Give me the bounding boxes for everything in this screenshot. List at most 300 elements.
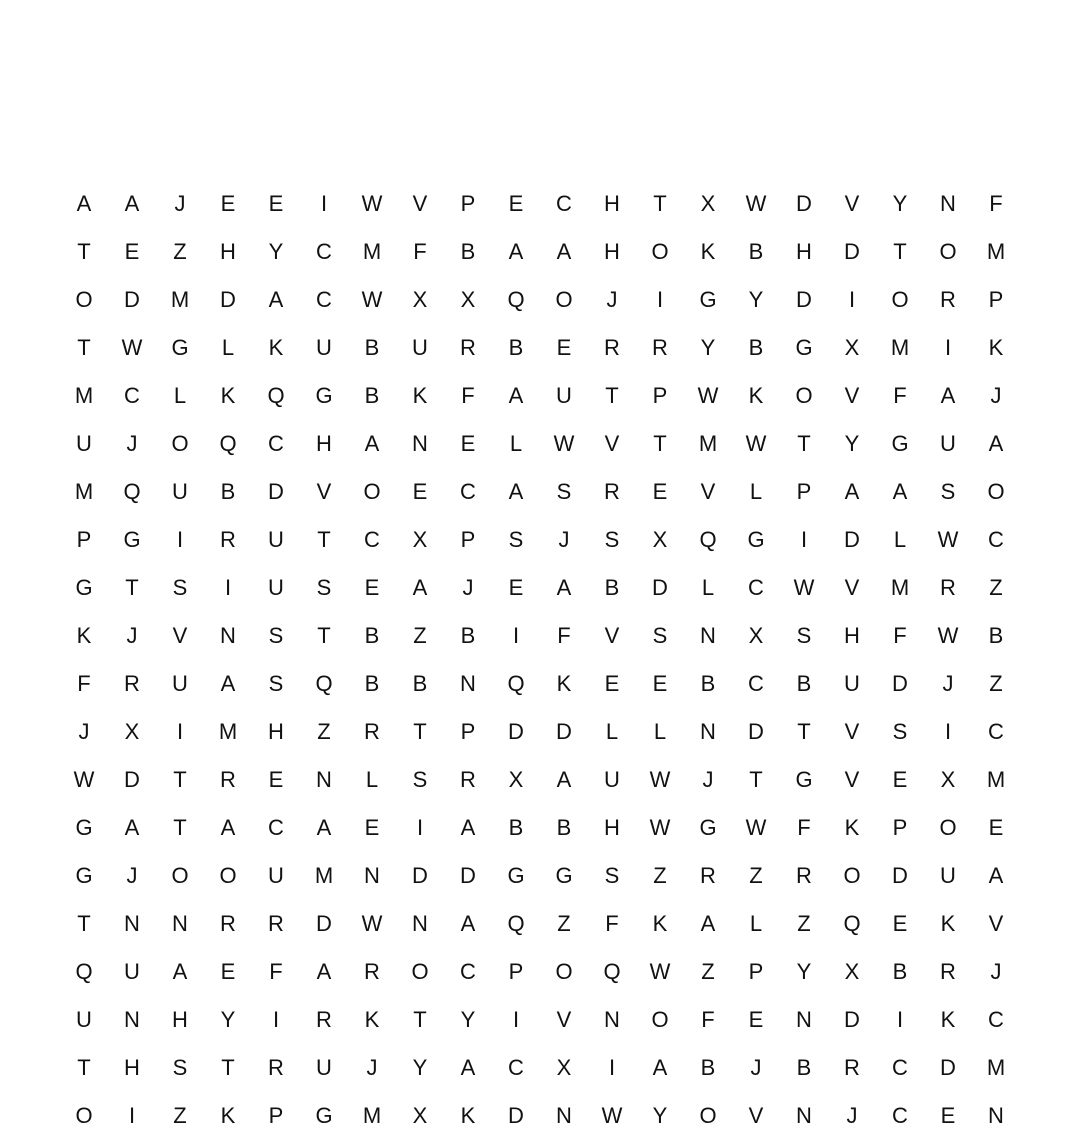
letter-cell[interactable]: O — [939, 815, 957, 840]
letter-cell[interactable]: N — [796, 1007, 812, 1032]
letter-cell[interactable]: G — [75, 815, 93, 840]
letter-cell[interactable]: D — [124, 287, 140, 312]
letter-cell[interactable]: O — [363, 479, 381, 504]
letter-cell[interactable]: I — [896, 1007, 904, 1032]
letter-cell[interactable]: A — [940, 383, 956, 408]
letter-cell[interactable]: N — [556, 1103, 572, 1128]
letter-cell[interactable]: F — [269, 959, 283, 984]
letter-cell[interactable]: P — [796, 479, 812, 504]
letter-cell[interactable]: I — [416, 815, 424, 840]
letter-cell[interactable]: Z — [989, 671, 1003, 696]
letter-cell[interactable]: U — [412, 335, 428, 360]
letter-cell[interactable]: K — [988, 335, 1004, 360]
letter-cell[interactable]: B — [460, 239, 476, 264]
letter-cell[interactable]: M — [362, 1103, 382, 1128]
letter-cell[interactable]: E — [508, 575, 524, 600]
letter-cell[interactable]: L — [605, 719, 619, 744]
letter-cell[interactable]: Y — [412, 1055, 428, 1080]
letter-cell[interactable]: U — [268, 863, 284, 888]
letter-cell[interactable]: W — [361, 911, 383, 936]
letter-cell[interactable]: M — [170, 287, 190, 312]
letter-cell[interactable]: E — [892, 767, 908, 792]
letter-cell[interactable]: T — [77, 1055, 91, 1080]
letter-cell[interactable]: B — [796, 671, 812, 696]
letter-cell[interactable]: Q — [315, 671, 333, 696]
letter-cell[interactable]: S — [508, 527, 524, 552]
letter-cell[interactable]: F — [77, 671, 91, 696]
letter-cell[interactable]: C — [748, 575, 764, 600]
letter-cell[interactable]: A — [364, 431, 380, 456]
letter-cell[interactable]: O — [555, 959, 573, 984]
letter-cell[interactable]: B — [604, 575, 620, 600]
letter-cell[interactable]: P — [460, 719, 476, 744]
letter-cell[interactable]: M — [698, 431, 718, 456]
letter-cell[interactable]: T — [749, 767, 763, 792]
letter-cell[interactable]: K — [460, 1103, 476, 1128]
letter-cell[interactable]: O — [987, 479, 1005, 504]
letter-cell[interactable]: T — [653, 431, 667, 456]
letter-cell[interactable]: Q — [507, 287, 525, 312]
letter-cell[interactable]: U — [940, 431, 956, 456]
letter-cell[interactable]: X — [556, 1055, 572, 1080]
letter-cell[interactable]: J — [462, 575, 474, 600]
letter-cell[interactable]: Q — [603, 959, 621, 984]
letter-cell[interactable]: M — [986, 767, 1006, 792]
letter-cell[interactable]: A — [700, 911, 716, 936]
letter-cell[interactable]: R — [268, 1055, 284, 1080]
letter-cell[interactable]: F — [797, 815, 811, 840]
letter-cell[interactable]: R — [364, 719, 380, 744]
letter-cell[interactable]: H — [604, 191, 620, 216]
letter-cell[interactable]: H — [316, 431, 332, 456]
letter-cell[interactable]: Z — [413, 623, 427, 648]
letter-cell[interactable]: S — [604, 863, 620, 888]
letter-cell[interactable]: B — [364, 671, 380, 696]
letter-cell[interactable]: D — [844, 527, 860, 552]
letter-cell[interactable]: T — [413, 1007, 427, 1032]
letter-cell[interactable]: E — [268, 191, 284, 216]
letter-cell[interactable]: W — [937, 623, 959, 648]
letter-cell[interactable]: M — [986, 239, 1006, 264]
letter-cell[interactable]: L — [221, 335, 235, 360]
letter-cell[interactable]: C — [124, 383, 140, 408]
letter-cell[interactable]: C — [460, 959, 476, 984]
letter-cell[interactable]: D — [940, 1055, 956, 1080]
letter-cell[interactable]: W — [361, 287, 383, 312]
letter-cell[interactable]: I — [944, 335, 952, 360]
letter-cell[interactable]: G — [699, 287, 717, 312]
letter-cell[interactable]: A — [988, 863, 1004, 888]
letter-cell[interactable]: O — [219, 863, 237, 888]
letter-cell[interactable]: H — [268, 719, 284, 744]
letter-cell[interactable]: D — [412, 863, 428, 888]
letter-cell[interactable]: R — [364, 959, 380, 984]
letter-cell[interactable]: M — [314, 863, 334, 888]
letter-cell[interactable]: I — [944, 719, 952, 744]
letter-cell[interactable]: I — [272, 1007, 280, 1032]
letter-cell[interactable]: E — [364, 575, 380, 600]
letter-cell[interactable]: L — [749, 911, 763, 936]
letter-cell[interactable]: O — [75, 287, 93, 312]
letter-cell[interactable]: I — [608, 1055, 616, 1080]
letter-cell[interactable]: D — [268, 479, 284, 504]
letter-cell[interactable]: M — [890, 575, 910, 600]
letter-cell[interactable]: O — [651, 239, 669, 264]
letter-cell[interactable]: G — [123, 527, 141, 552]
letter-cell[interactable]: F — [605, 911, 619, 936]
letter-cell[interactable]: B — [700, 671, 716, 696]
letter-cell[interactable]: Y — [748, 287, 764, 312]
letter-cell[interactable]: V — [316, 479, 332, 504]
letter-cell[interactable]: A — [892, 479, 908, 504]
letter-cell[interactable]: X — [652, 527, 668, 552]
letter-cell[interactable]: A — [316, 959, 332, 984]
letter-cell[interactable]: W — [649, 767, 671, 792]
letter-cell[interactable]: U — [556, 383, 572, 408]
letter-cell[interactable]: A — [124, 815, 140, 840]
letter-cell[interactable]: Q — [843, 911, 861, 936]
letter-cell[interactable]: S — [652, 623, 668, 648]
letter-cell[interactable]: B — [508, 815, 524, 840]
letter-cell[interactable]: D — [844, 1007, 860, 1032]
letter-cell[interactable]: R — [940, 575, 956, 600]
letter-cell[interactable]: M — [362, 239, 382, 264]
letter-cell[interactable]: A — [508, 383, 524, 408]
letter-cell[interactable]: D — [892, 863, 908, 888]
letter-cell[interactable]: F — [557, 623, 571, 648]
letter-cell[interactable]: P — [748, 959, 764, 984]
letter-cell[interactable]: O — [75, 1103, 93, 1128]
letter-cell[interactable]: A — [124, 191, 140, 216]
letter-cell[interactable]: N — [988, 1103, 1004, 1128]
letter-cell[interactable]: N — [604, 1007, 620, 1032]
letter-cell[interactable]: P — [76, 527, 92, 552]
letter-cell[interactable]: K — [412, 383, 428, 408]
letter-cell[interactable]: W — [649, 959, 671, 984]
letter-cell[interactable]: V — [556, 1007, 572, 1032]
letter-cell[interactable]: Z — [989, 575, 1003, 600]
letter-cell[interactable]: P — [988, 287, 1004, 312]
letter-cell[interactable]: M — [986, 1055, 1006, 1080]
letter-cell[interactable]: W — [793, 575, 815, 600]
letter-cell[interactable]: D — [508, 1103, 524, 1128]
letter-cell[interactable]: F — [701, 1007, 715, 1032]
letter-cell[interactable]: T — [173, 767, 187, 792]
letter-cell[interactable]: D — [652, 575, 668, 600]
letter-cell[interactable]: R — [796, 863, 812, 888]
letter-cell[interactable]: I — [512, 1007, 520, 1032]
letter-cell[interactable]: A — [76, 191, 92, 216]
letter-cell[interactable]: U — [172, 479, 188, 504]
letter-cell[interactable]: V — [988, 911, 1004, 936]
letter-cell[interactable]: K — [748, 383, 764, 408]
letter-cell[interactable]: R — [700, 863, 716, 888]
letter-cell[interactable]: J — [702, 767, 714, 792]
letter-cell[interactable]: K — [556, 671, 572, 696]
letter-cell[interactable]: E — [988, 815, 1004, 840]
letter-cell[interactable]: C — [268, 431, 284, 456]
letter-cell[interactable]: W — [649, 815, 671, 840]
letter-cell[interactable]: F — [989, 191, 1003, 216]
letter-cell[interactable]: B — [892, 959, 908, 984]
letter-cell[interactable]: B — [508, 335, 524, 360]
letter-cell[interactable]: E — [556, 335, 572, 360]
letter-cell[interactable]: X — [748, 623, 764, 648]
letter-cell[interactable]: C — [268, 815, 284, 840]
letter-cell[interactable]: W — [553, 431, 575, 456]
letter-cell[interactable]: H — [124, 1055, 140, 1080]
letter-cell[interactable]: K — [220, 1103, 236, 1128]
letter-cell[interactable]: X — [844, 959, 860, 984]
letter-cell[interactable]: G — [699, 815, 717, 840]
letter-cell[interactable]: V — [412, 191, 428, 216]
letter-cell[interactable]: K — [268, 335, 284, 360]
letter-cell[interactable]: Y — [268, 239, 284, 264]
letter-cell[interactable]: A — [508, 479, 524, 504]
letter-cell[interactable]: Z — [557, 911, 571, 936]
letter-cell[interactable]: X — [940, 767, 956, 792]
letter-cell[interactable]: T — [77, 911, 91, 936]
letter-cell[interactable]: Y — [796, 959, 812, 984]
letter-cell[interactable]: Z — [173, 1103, 187, 1128]
letter-cell[interactable]: S — [604, 527, 620, 552]
letter-cell[interactable]: J — [990, 959, 1002, 984]
letter-cell[interactable]: P — [460, 527, 476, 552]
letter-cell[interactable]: C — [748, 671, 764, 696]
letter-cell[interactable]: A — [172, 959, 188, 984]
letter-cell[interactable]: G — [795, 767, 813, 792]
letter-cell[interactable]: O — [699, 1103, 717, 1128]
letter-cell[interactable]: V — [604, 431, 620, 456]
letter-cell[interactable]: A — [316, 815, 332, 840]
letter-cell[interactable]: J — [846, 1103, 858, 1128]
letter-cell[interactable]: J — [366, 1055, 378, 1080]
letter-cell[interactable]: E — [220, 191, 236, 216]
letter-cell[interactable]: E — [604, 671, 620, 696]
letter-cell[interactable]: C — [364, 527, 380, 552]
letter-cell[interactable]: D — [796, 191, 812, 216]
letter-cell[interactable]: Q — [507, 671, 525, 696]
letter-cell[interactable]: N — [220, 623, 236, 648]
letter-cell[interactable]: W — [937, 527, 959, 552]
letter-cell[interactable]: C — [988, 719, 1004, 744]
letter-cell[interactable]: S — [172, 575, 188, 600]
letter-cell[interactable]: X — [700, 191, 716, 216]
letter-cell[interactable]: U — [124, 959, 140, 984]
letter-cell[interactable]: C — [556, 191, 572, 216]
letter-cell[interactable]: R — [268, 911, 284, 936]
letter-cell[interactable]: B — [748, 335, 764, 360]
letter-cell[interactable]: V — [172, 623, 188, 648]
letter-cell[interactable]: F — [893, 623, 907, 648]
letter-cell[interactable]: E — [892, 911, 908, 936]
letter-cell[interactable]: N — [124, 1007, 140, 1032]
letter-cell[interactable]: H — [220, 239, 236, 264]
letter-cell[interactable]: J — [990, 383, 1002, 408]
letter-cell[interactable]: H — [172, 1007, 188, 1032]
letter-cell[interactable]: O — [171, 431, 189, 456]
letter-cell[interactable]: X — [460, 287, 476, 312]
letter-cell[interactable]: R — [220, 911, 236, 936]
letter-cell[interactable]: W — [745, 431, 767, 456]
letter-cell[interactable]: Z — [749, 863, 763, 888]
letter-cell[interactable]: N — [700, 719, 716, 744]
letter-cell[interactable]: U — [172, 671, 188, 696]
letter-cell[interactable]: Q — [699, 527, 717, 552]
letter-cell[interactable]: I — [176, 719, 184, 744]
letter-cell[interactable]: R — [316, 1007, 332, 1032]
letter-cell[interactable]: A — [508, 239, 524, 264]
letter-cell[interactable]: V — [844, 719, 860, 744]
letter-cell[interactable]: B — [796, 1055, 812, 1080]
letter-cell[interactable]: V — [844, 191, 860, 216]
letter-cell[interactable]: G — [555, 863, 573, 888]
letter-cell[interactable]: G — [891, 431, 909, 456]
letter-cell[interactable]: S — [268, 671, 284, 696]
letter-cell[interactable]: B — [220, 479, 236, 504]
letter-cell[interactable]: C — [988, 527, 1004, 552]
letter-cell[interactable]: G — [795, 335, 813, 360]
letter-cell[interactable]: T — [653, 191, 667, 216]
letter-cell[interactable]: N — [172, 911, 188, 936]
letter-cell[interactable]: B — [412, 671, 428, 696]
letter-cell[interactable]: O — [891, 287, 909, 312]
letter-cell[interactable]: Q — [267, 383, 285, 408]
letter-cell[interactable]: A — [556, 239, 572, 264]
letter-cell[interactable]: I — [656, 287, 664, 312]
letter-cell[interactable]: Q — [123, 479, 141, 504]
letter-cell[interactable]: P — [460, 191, 476, 216]
letter-cell[interactable]: B — [364, 623, 380, 648]
letter-cell[interactable]: Z — [797, 911, 811, 936]
letter-cell[interactable]: F — [461, 383, 475, 408]
letter-cell[interactable]: J — [942, 671, 954, 696]
letter-cell[interactable]: S — [940, 479, 956, 504]
letter-cell[interactable]: J — [606, 287, 618, 312]
letter-cell[interactable]: T — [77, 239, 91, 264]
letter-cell[interactable]: I — [320, 191, 328, 216]
letter-cell[interactable]: E — [508, 191, 524, 216]
letter-cell[interactable]: E — [268, 767, 284, 792]
letter-cell[interactable]: D — [796, 287, 812, 312]
letter-cell[interactable]: P — [652, 383, 668, 408]
letter-cell[interactable]: N — [700, 623, 716, 648]
letter-cell[interactable]: U — [316, 335, 332, 360]
letter-cell[interactable]: D — [316, 911, 332, 936]
letter-cell[interactable]: R — [604, 479, 620, 504]
letter-cell[interactable]: T — [77, 335, 91, 360]
letter-cell[interactable]: R — [940, 287, 956, 312]
letter-cell[interactable]: U — [844, 671, 860, 696]
letter-cell[interactable]: P — [508, 959, 524, 984]
letter-cell[interactable]: K — [364, 1007, 380, 1032]
letter-cell[interactable]: N — [940, 191, 956, 216]
letter-cell[interactable]: A — [844, 479, 860, 504]
letter-cell[interactable]: G — [75, 575, 93, 600]
letter-cell[interactable]: N — [412, 911, 428, 936]
letter-cell[interactable]: T — [797, 431, 811, 456]
letter-cell[interactable]: A — [556, 575, 572, 600]
letter-cell[interactable]: W — [601, 1103, 623, 1128]
letter-cell[interactable]: S — [556, 479, 572, 504]
letter-cell[interactable]: U — [316, 1055, 332, 1080]
letter-cell[interactable]: W — [697, 383, 719, 408]
letter-cell[interactable]: A — [220, 671, 236, 696]
letter-cell[interactable]: X — [508, 767, 524, 792]
letter-cell[interactable]: J — [750, 1055, 762, 1080]
letter-cell[interactable]: G — [75, 863, 93, 888]
letter-cell[interactable]: I — [128, 1103, 136, 1128]
letter-cell[interactable]: T — [797, 719, 811, 744]
letter-cell[interactable]: N — [412, 431, 428, 456]
letter-cell[interactable]: C — [460, 479, 476, 504]
letter-cell[interactable]: K — [700, 239, 716, 264]
letter-cell[interactable]: S — [172, 1055, 188, 1080]
letter-cell[interactable]: A — [556, 767, 572, 792]
letter-cell[interactable]: B — [364, 383, 380, 408]
letter-cell[interactable]: R — [220, 527, 236, 552]
letter-cell[interactable]: J — [558, 527, 570, 552]
letter-cell[interactable]: Y — [652, 1103, 668, 1128]
letter-cell[interactable]: R — [460, 335, 476, 360]
letter-cell[interactable]: E — [652, 671, 668, 696]
letter-cell[interactable]: O — [171, 863, 189, 888]
letter-cell[interactable]: C — [508, 1055, 524, 1080]
letter-cell[interactable]: S — [316, 575, 332, 600]
letter-cell[interactable]: D — [892, 671, 908, 696]
letter-cell[interactable]: A — [460, 1055, 476, 1080]
letter-cell[interactable]: X — [124, 719, 140, 744]
letter-cell[interactable]: Q — [507, 911, 525, 936]
letter-cell[interactable]: D — [556, 719, 572, 744]
letter-cell[interactable]: D — [748, 719, 764, 744]
letter-cell[interactable]: X — [844, 335, 860, 360]
letter-cell[interactable]: G — [315, 383, 333, 408]
letter-cell[interactable]: I — [176, 527, 184, 552]
letter-cell[interactable]: M — [74, 479, 94, 504]
letter-cell[interactable]: T — [317, 527, 331, 552]
letter-cell[interactable]: H — [844, 623, 860, 648]
letter-cell[interactable]: K — [76, 623, 92, 648]
letter-cell[interactable]: Y — [892, 191, 908, 216]
letter-cell[interactable]: L — [893, 527, 907, 552]
letter-cell[interactable]: W — [361, 191, 383, 216]
letter-cell[interactable]: N — [796, 1103, 812, 1128]
letter-cell[interactable]: Z — [701, 959, 715, 984]
letter-cell[interactable]: E — [748, 1007, 764, 1032]
letter-cell[interactable]: T — [221, 1055, 235, 1080]
letter-cell[interactable]: V — [604, 623, 620, 648]
letter-cell[interactable]: U — [76, 1007, 92, 1032]
letter-cell[interactable]: V — [700, 479, 716, 504]
letter-cell[interactable]: T — [413, 719, 427, 744]
letter-cell[interactable]: L — [173, 383, 187, 408]
letter-cell[interactable]: R — [940, 959, 956, 984]
letter-cell[interactable]: L — [509, 431, 523, 456]
letter-cell[interactable]: L — [701, 575, 715, 600]
letter-cell[interactable]: M — [218, 719, 238, 744]
letter-cell[interactable]: D — [844, 239, 860, 264]
letter-cell[interactable]: M — [74, 383, 94, 408]
letter-cell[interactable]: D — [220, 287, 236, 312]
letter-cell[interactable]: J — [126, 431, 138, 456]
letter-cell[interactable]: B — [748, 239, 764, 264]
letter-cell[interactable]: S — [892, 719, 908, 744]
letter-cell[interactable]: R — [124, 671, 140, 696]
letter-cell[interactable]: T — [173, 815, 187, 840]
letter-cell[interactable]: R — [844, 1055, 860, 1080]
letter-cell[interactable]: U — [76, 431, 92, 456]
